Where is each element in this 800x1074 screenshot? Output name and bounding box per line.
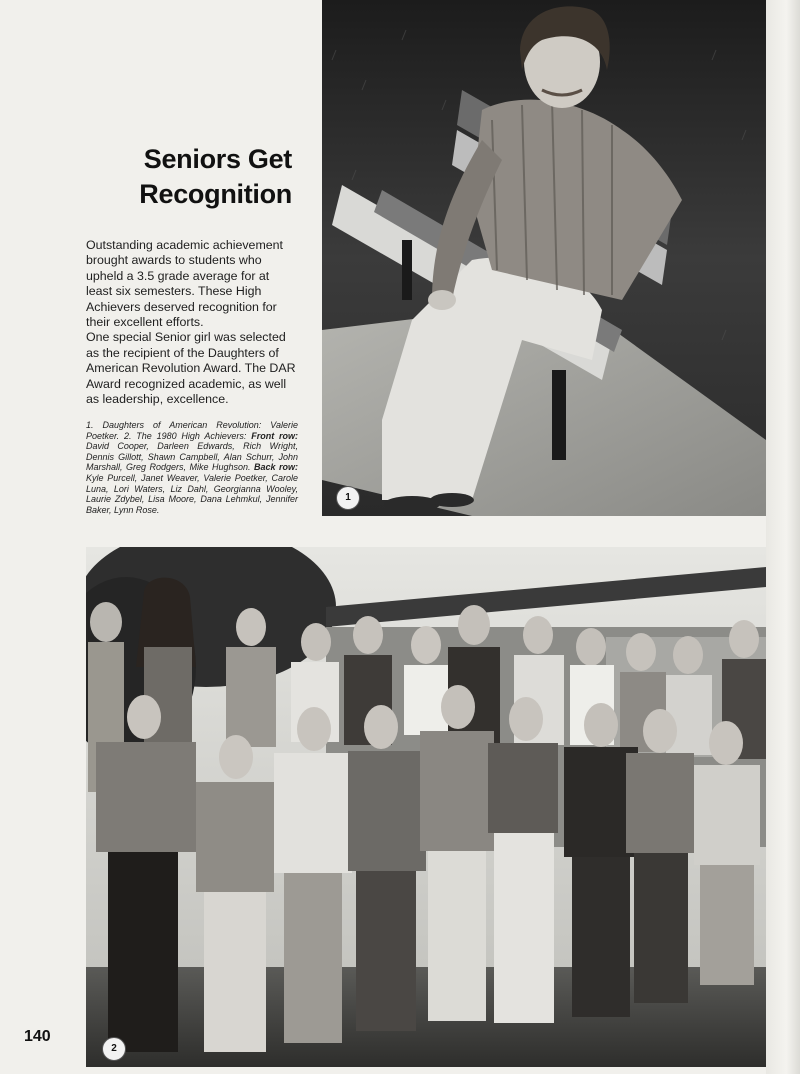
photo-caption — [86, 420, 298, 515]
page-edge — [766, 0, 800, 1074]
photo-1-number-badge: 1 — [336, 486, 360, 510]
photo-high-achievers-group — [86, 547, 766, 1067]
caption-front-label: Front row: — [251, 430, 298, 441]
photo-1-illustration — [322, 0, 766, 516]
article-body — [86, 238, 298, 407]
photo-2-number-badge: 2 — [102, 1037, 126, 1061]
photo-2-illustration — [86, 547, 766, 1067]
caption-intro: 1. Daughters of American Revolution: Valerie Poetker. 2. The 1980 High Achievers: — [86, 420, 298, 441]
title-line-2: Recognition — [139, 179, 292, 209]
caption-back-names: Kyle Purcell, Janet Weaver, Valerie Poetker, Carole Luna, Lori Waters, Liz Dahl, Georgianna Wooley, Laurie Zdybel, Lisa Moore, Dana Lehmkul, Jennifer Baker, Lynn Rose. — [86, 472, 298, 515]
body-paragraph-2: One special Senior girl was selected as the recipient of the Daughters of American Revolution Award. The DAR Award recognized academic, as well as leadership, excellence. — [86, 330, 296, 407]
article-title — [60, 142, 292, 212]
caption-back-label: Back row: — [254, 462, 298, 473]
body-paragraph-1: Outstanding academic achievement brought awards to students who upheld a 3.5 grade average for at least six semesters. These High Achievers deserved recognition for their excellent efforts. — [86, 238, 283, 330]
photo-dar-award-recipient — [322, 0, 766, 516]
page-number: 140 — [24, 1028, 51, 1045]
caption-front-names: David Cooper, Darleen Edwards, Rich Wright, Dennis Gillott, Shawn Campbell, Alan Schurr, John Marshall, Greg Rodgers, Mike Hughson. — [86, 441, 298, 473]
title-line-1: Seniors Get — [143, 144, 292, 174]
